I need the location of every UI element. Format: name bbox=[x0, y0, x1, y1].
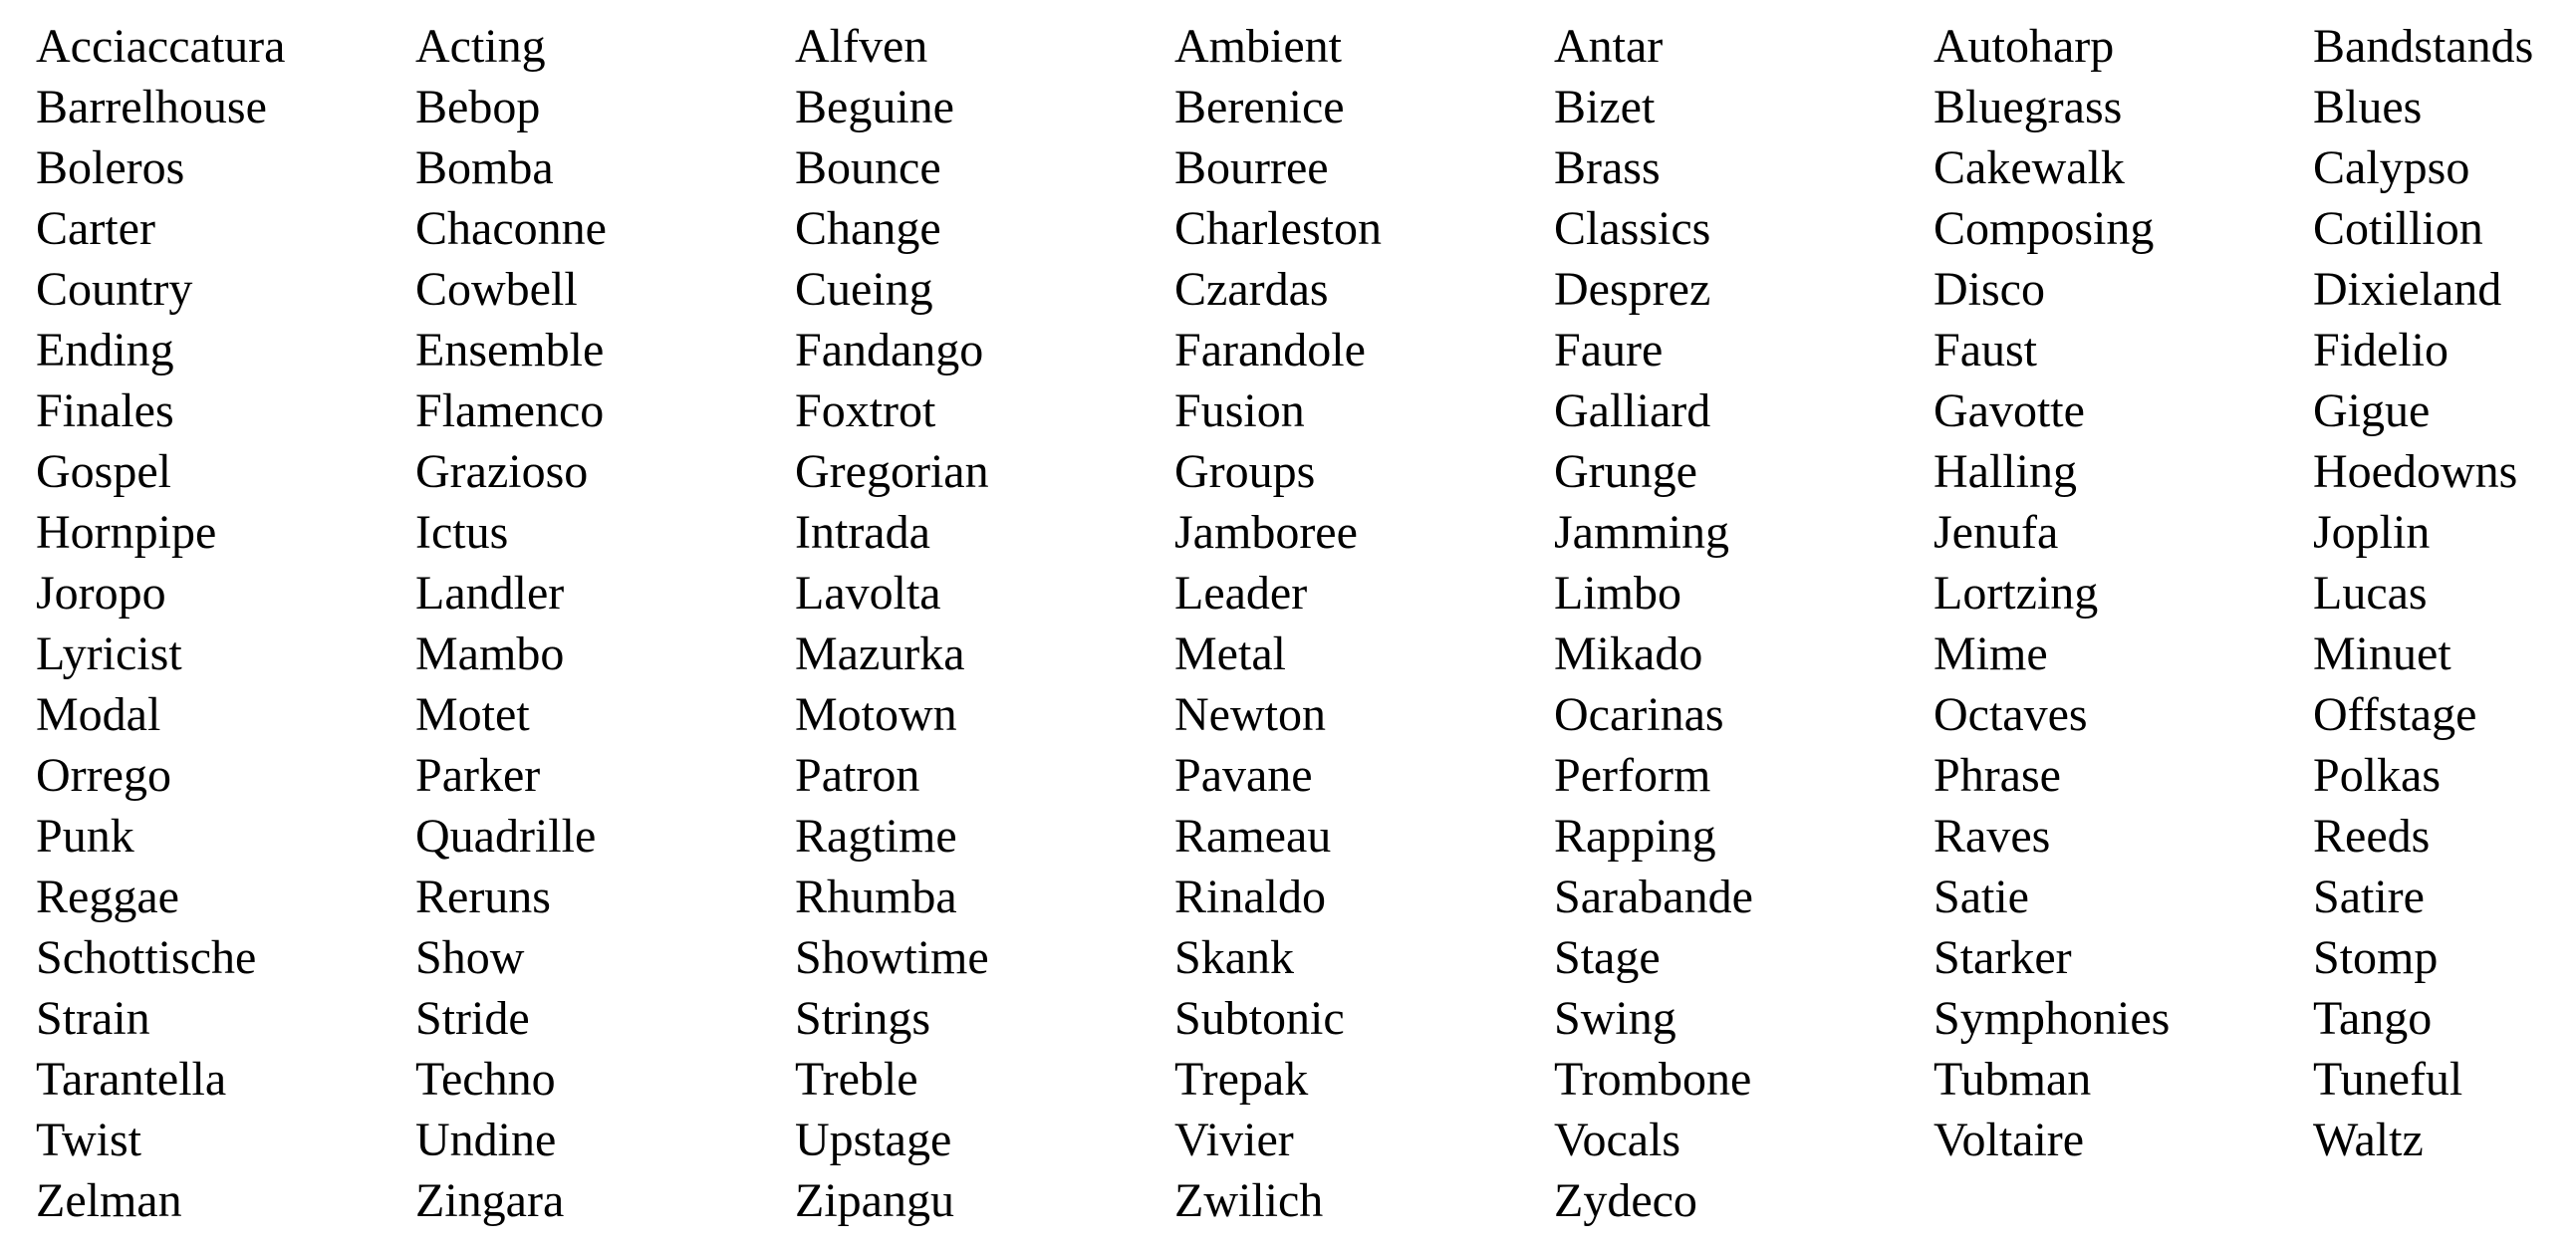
word-cell: Leader bbox=[1174, 567, 1308, 620]
word-cell: Zydeco bbox=[1554, 1174, 1697, 1227]
word-cell: Antar bbox=[1554, 20, 1664, 73]
word-cell: Newton bbox=[1174, 688, 1326, 741]
word-cell: Bandstands bbox=[2313, 20, 2534, 73]
word-cell: Voltaire bbox=[1933, 1114, 2085, 1166]
word-cell: Reggae bbox=[36, 871, 179, 923]
word-cell: Show bbox=[415, 931, 525, 984]
word-cell: Bourree bbox=[1174, 141, 1329, 194]
word-cell: Alfven bbox=[795, 20, 928, 73]
word-cell: Parker bbox=[415, 749, 541, 802]
word-cell: Swing bbox=[1554, 992, 1676, 1045]
word-cell: Strings bbox=[795, 992, 931, 1045]
word-cell: Trombone bbox=[1554, 1053, 1752, 1106]
word-cell: Undine bbox=[415, 1114, 557, 1166]
word-cell: Cueing bbox=[795, 263, 933, 316]
word-cell: Farandole bbox=[1174, 324, 1366, 376]
word-cell: Upstage bbox=[795, 1114, 952, 1166]
word-cell: Groups bbox=[1174, 445, 1316, 498]
word-cell: Octaves bbox=[1933, 688, 2088, 741]
word-cell: Grunge bbox=[1554, 445, 1697, 498]
word-cell: Bomba bbox=[415, 141, 554, 194]
word-cell: Rhumba bbox=[795, 871, 957, 923]
word-cell: Lyricist bbox=[36, 627, 182, 680]
word-cell: Motet bbox=[415, 688, 530, 741]
word-cell: Showtime bbox=[795, 931, 989, 984]
word-cell: Autoharp bbox=[1933, 20, 2115, 73]
word-cell bbox=[2313, 1170, 2576, 1231]
word-cell: Modal bbox=[36, 688, 161, 741]
word-cell: Boleros bbox=[36, 141, 185, 194]
word-cell: Gospel bbox=[36, 445, 171, 498]
word-cell: Minuet bbox=[2313, 627, 2451, 680]
word-cell: Limbo bbox=[1554, 567, 1681, 620]
word-cell: Hornpipe bbox=[36, 506, 217, 559]
word-cell: Faust bbox=[1933, 324, 2038, 376]
word-cell bbox=[1933, 1170, 2313, 1231]
word-cell: Flamenco bbox=[415, 384, 605, 437]
word-cell: Composing bbox=[1933, 202, 2155, 255]
word-cell: Fusion bbox=[1174, 384, 1305, 437]
word-cell: Zipangu bbox=[795, 1174, 954, 1227]
word-cell: Foxtrot bbox=[795, 384, 936, 437]
word-cell: Desprez bbox=[1554, 263, 1711, 316]
word-cell: Lavolta bbox=[795, 567, 941, 620]
word-cell: Ragtime bbox=[795, 810, 957, 863]
word-cell: Charleston bbox=[1174, 202, 1382, 255]
word-cell: Satire bbox=[2313, 871, 2425, 923]
word-cell: Tango bbox=[2313, 992, 2433, 1045]
word-cell: Halling bbox=[1933, 445, 2077, 498]
word-cell: Carter bbox=[36, 202, 155, 255]
word-cell: Acciaccatura bbox=[36, 20, 286, 73]
word-cell: Vocals bbox=[1554, 1114, 1681, 1166]
word-cell: Starker bbox=[1933, 931, 2072, 984]
word-cell: Polkas bbox=[2313, 749, 2442, 802]
word-cell: Cakewalk bbox=[1933, 141, 2125, 194]
word-cell: Finales bbox=[36, 384, 174, 437]
word-cell: Mikado bbox=[1554, 627, 1703, 680]
word-cell: Treble bbox=[795, 1053, 918, 1106]
word-cell: Reeds bbox=[2313, 810, 2431, 863]
word-cell: Raves bbox=[1933, 810, 2051, 863]
word-cell: Zelman bbox=[36, 1174, 182, 1227]
word-cell: Classics bbox=[1554, 202, 1711, 255]
word-cell: Mambo bbox=[415, 627, 565, 680]
word-cell: Jamboree bbox=[1174, 506, 1358, 559]
word-cell: Change bbox=[795, 202, 941, 255]
word-cell: Metal bbox=[1174, 627, 1286, 680]
word-cell: Jenufa bbox=[1933, 506, 2059, 559]
word-cell: Satie bbox=[1933, 871, 2029, 923]
word-cell: Mime bbox=[1933, 627, 2048, 680]
word-cell: Zwilich bbox=[1174, 1174, 1324, 1227]
word-cell: Tubman bbox=[1933, 1053, 2092, 1106]
word-cell: Trepak bbox=[1174, 1053, 1309, 1106]
word-cell: Grazioso bbox=[415, 445, 589, 498]
word-cell: Pavane bbox=[1174, 749, 1313, 802]
word-cell: Hoedowns bbox=[2313, 445, 2518, 498]
word-cell: Jamming bbox=[1554, 506, 1729, 559]
word-cell: Mazurka bbox=[795, 627, 965, 680]
word-cell: Phrase bbox=[1933, 749, 2061, 802]
word-cell: Joropo bbox=[36, 567, 166, 620]
word-cell: Calypso bbox=[2313, 141, 2470, 194]
word-cell: Ensemble bbox=[415, 324, 605, 376]
word-cell: Dixieland bbox=[2313, 263, 2502, 316]
word-cell: Fandango bbox=[795, 324, 984, 376]
word-cell: Acting bbox=[415, 20, 546, 73]
word-cell: Ocarinas bbox=[1554, 688, 1724, 741]
word-cell: Faure bbox=[1554, 324, 1664, 376]
word-cell: Ictus bbox=[415, 506, 509, 559]
word-cell: Landler bbox=[415, 567, 565, 620]
word-cell: Sarabande bbox=[1554, 871, 1753, 923]
word-cell: Bizet bbox=[1554, 81, 1656, 133]
word-cell: Intrada bbox=[795, 506, 930, 559]
word-cell: Motown bbox=[795, 688, 957, 741]
word-cell: Berenice bbox=[1174, 81, 1345, 133]
word-cell: Techno bbox=[415, 1053, 556, 1106]
word-cell: Cowbell bbox=[415, 263, 578, 316]
word-cell: Vivier bbox=[1174, 1114, 1294, 1166]
word-cell: Waltz bbox=[2313, 1114, 2424, 1166]
word-cell: Tuneful bbox=[2313, 1053, 2463, 1106]
word-cell: Rinaldo bbox=[1174, 871, 1326, 923]
word-cell: Stomp bbox=[2313, 931, 2439, 984]
word-cell: Joplin bbox=[2313, 506, 2431, 559]
word-cell: Reruns bbox=[415, 871, 551, 923]
word-cell: Bounce bbox=[795, 141, 941, 194]
word-cell: Bebop bbox=[415, 81, 541, 133]
word-cell: Barrelhouse bbox=[36, 81, 267, 133]
word-cell: Rapping bbox=[1554, 810, 1716, 863]
word-cell: Offstage bbox=[2313, 688, 2477, 741]
word-cell: Czardas bbox=[1174, 263, 1329, 316]
word-cell: Rameau bbox=[1174, 810, 1332, 863]
word-cell: Fidelio bbox=[2313, 324, 2449, 376]
word-cell: Disco bbox=[1933, 263, 2045, 316]
word-cell: Cotillion bbox=[2313, 202, 2483, 255]
word-cell: Twist bbox=[36, 1114, 141, 1166]
word-cell: Stride bbox=[415, 992, 530, 1045]
word-cell: Strain bbox=[36, 992, 150, 1045]
word-cell: Zingara bbox=[415, 1174, 565, 1227]
word-cell: Beguine bbox=[795, 81, 954, 133]
word-cell: Punk bbox=[36, 810, 134, 863]
word-cell: Quadrille bbox=[415, 810, 597, 863]
word-cell: Skank bbox=[1174, 931, 1294, 984]
word-cell: Gigue bbox=[2313, 384, 2431, 437]
word-cell: Stage bbox=[1554, 931, 1661, 984]
word-cell: Orrego bbox=[36, 749, 171, 802]
word-cell: Lortzing bbox=[1933, 567, 2099, 620]
word-cell: Country bbox=[36, 263, 193, 316]
word-cell: Galliard bbox=[1554, 384, 1711, 437]
word-cell: Patron bbox=[795, 749, 920, 802]
word-cell: Gregorian bbox=[795, 445, 989, 498]
word-cell: Tarantella bbox=[36, 1053, 227, 1106]
word-cell: Lucas bbox=[2313, 567, 2428, 620]
word-cell: Perform bbox=[1554, 749, 1711, 802]
word-cell: Bluegrass bbox=[1933, 81, 2123, 133]
word-cell: Chaconne bbox=[415, 202, 607, 255]
word-grid bbox=[36, 16, 2576, 1231]
word-cell: Brass bbox=[1554, 141, 1661, 194]
word-cell: Gavotte bbox=[1933, 384, 2085, 437]
word-cell: Ambient bbox=[1174, 20, 1342, 73]
word-cell: Blues bbox=[2313, 81, 2423, 133]
word-cell: Subtonic bbox=[1174, 992, 1345, 1045]
word-cell: Ending bbox=[36, 324, 174, 376]
word-cell: Symphonies bbox=[1933, 992, 2171, 1045]
word-cell: Schottische bbox=[36, 931, 257, 984]
